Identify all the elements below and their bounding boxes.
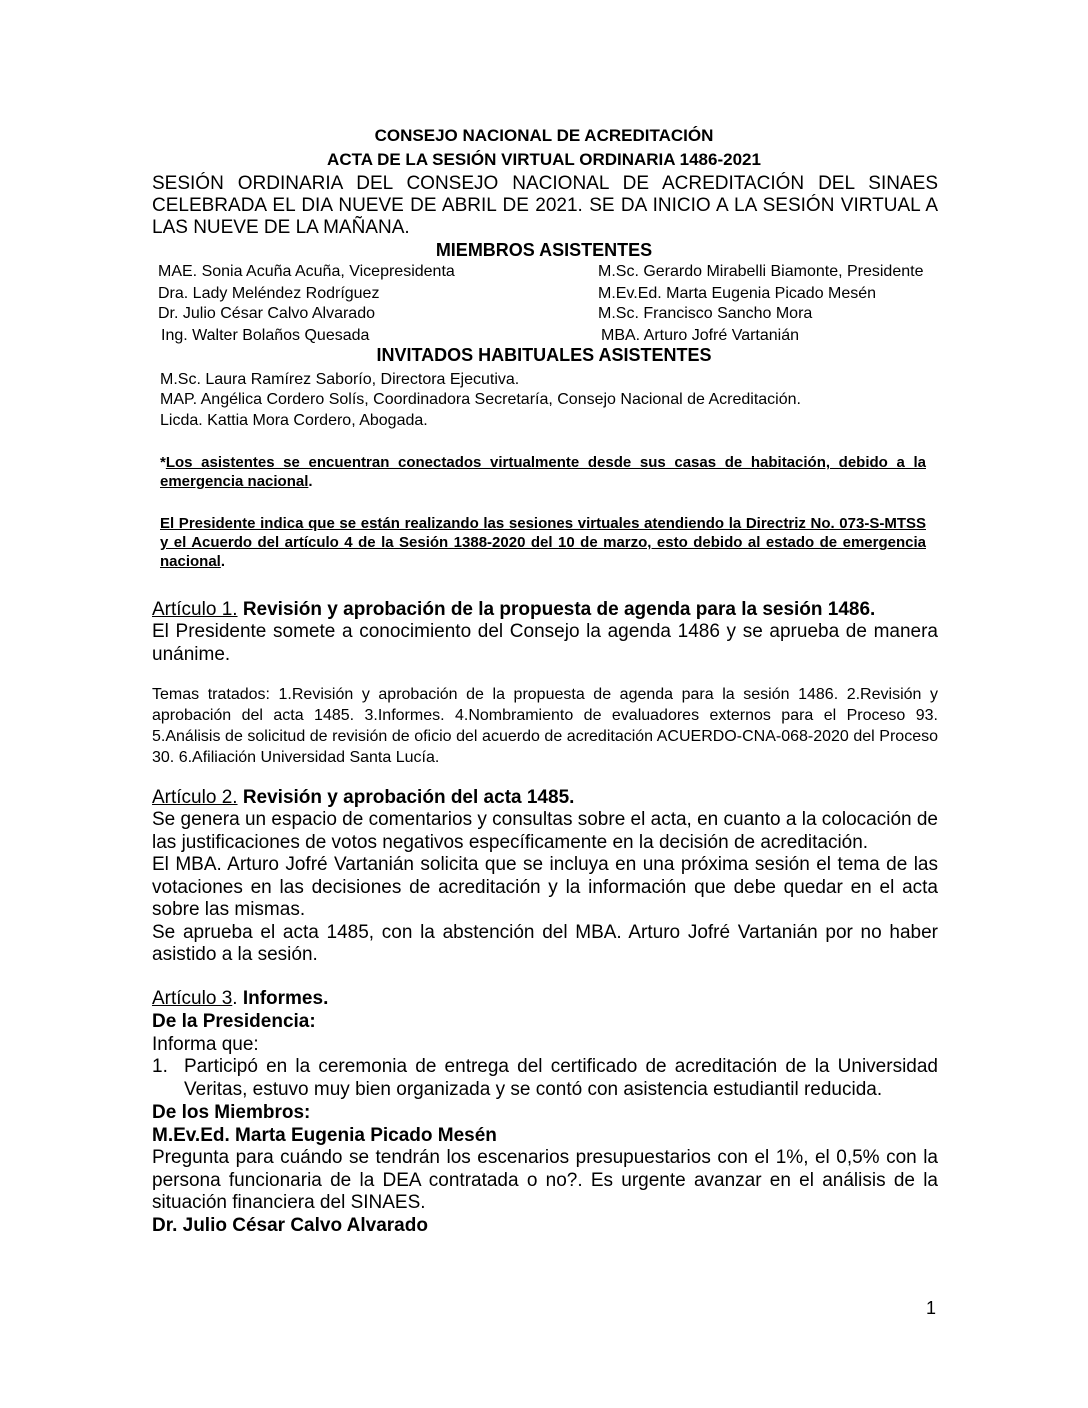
- notice-text: Los asistentes se encuentran conectados virtualmente desde sus casas de habitación, debido a la emergencia nacional: [160, 454, 926, 490]
- guest-3: Licda. Kattia Mora Cordero, Abogada.: [160, 412, 428, 429]
- member-left-4: Ing. Walter Bolaños Quesada: [161, 327, 370, 344]
- presidency-heading: De la Presidencia:: [152, 1011, 316, 1032]
- article-2-title: Revisión y aprobación del acta 1485.: [242, 787, 575, 808]
- article-2-paragraph: Se aprueba el acta 1485, con la abstención del MBA. Arturo Jofré Vartanián por no haber asistido a la sesión.: [152, 921, 938, 965]
- article-1-body: El Presidente somete a conocimiento del Consejo la agenda 1486 y se aprueba de manera unánime.: [152, 621, 938, 665]
- article-2-paragraph: Se genera un espacio de comentarios y consultas sobre el acta, en cuanto a la colocación de las justificaciones de votos negativos específicamente en la decisión de acreditación.: [152, 809, 938, 853]
- article-2-body: [152, 809, 938, 967]
- article-1-topics: Temas tratados: 1.Revisión y aprobación de la propuesta de agenda para la sesión 1486. 2.Revisión y aprobación del acta 1485. 3.Informes. 4.Nombramiento de evaluadores externos para el Proceso 93. 5.Análisis de solicitud de revisión de oficio del acuerdo de acreditación ACUERDO-CNA-068-2020 del Proceso 30. 6.Afiliación Universidad Santa Lucía.: [152, 686, 938, 766]
- member-right-2: M.Ev.Ed. Marta Eugenia Picado Mesén: [598, 285, 877, 302]
- member-right-3: M.Sc. Francisco Sancho Mora: [598, 305, 813, 322]
- article-1-label: Artículo 1.: [152, 599, 238, 620]
- page-number: 1: [926, 1298, 937, 1318]
- article-3-label: Artículo 3: [152, 988, 233, 1009]
- article-3-title: Informes.: [242, 988, 329, 1009]
- guest-2: MAP. Angélica Cordero Solís, Coordinadora Secretaría, Consejo Nacional de Acreditación.: [160, 391, 801, 408]
- directive-period: .: [220, 553, 226, 570]
- article-1-title: Revisión y aprobación de la propuesta de agenda para la sesión 1486.: [242, 599, 876, 620]
- guest-1: M.Sc. Laura Ramírez Saborío, Directora Ejecutiva.: [160, 371, 520, 388]
- directive-notice: [160, 514, 926, 571]
- article-2-paragraph: El MBA. Arturo Jofré Vartanián solicita que se incluya en una próxima sesión el tema de las votaciones en las decisiones de acreditación y la información que debe quedar en el acta sobre las mismas.: [152, 854, 938, 920]
- members-heading: MIEMBROS ASISTENTES: [435, 240, 653, 260]
- guests-heading: INVITADOS HABITUALES ASISTENTES: [376, 345, 712, 365]
- notice-asterisk: *: [160, 454, 166, 471]
- article-1-heading: [152, 599, 875, 621]
- member-left-3: Dr. Julio César Calvo Alvarado: [158, 305, 375, 322]
- article-2-heading: [152, 787, 574, 809]
- member-left-2: Dra. Lady Meléndez Rodríguez: [158, 285, 380, 302]
- member-report-text-1: Pregunta para cuándo se tendrán los escenarios presupuestarios con el 1%, el 0,5% con la persona funcionaria de la DEA contratada o no?. Es urgente avanzar en el análisis de la situación financiera del SINAES.: [152, 1147, 938, 1213]
- member-report-name-1: M.Ev.Ed. Marta Eugenia Picado Mesén: [152, 1125, 497, 1146]
- members-reports-heading: De los Miembros:: [152, 1102, 311, 1123]
- member-report-name-2: Dr. Julio César Calvo Alvarado: [152, 1215, 428, 1236]
- list-text: Participó en la ceremonia de entrega del certificado de acreditación de la Universidad Veritas, estuvo muy bien organizada y se contó con asistencia estudiantil reducida.: [184, 1056, 938, 1100]
- member-left-1: MAE. Sonia Acuña Acuña, Vicepresidenta: [158, 263, 455, 280]
- member-right-4: MBA. Arturo Jofré Vartanián: [601, 327, 800, 344]
- article-3-dot: .: [232, 988, 238, 1009]
- informs-label: Informa que:: [152, 1034, 259, 1055]
- directive-text: El Presidente indica que se están realizando las sesiones virtuales atendiendo la Directriz No. 073-S-MTSS y el Acuerdo del artículo 4 de la Sesión 1388-2020 del 10 de marzo, esto debido al estado de emergencia nacional: [160, 515, 926, 570]
- virtual-attendance-notice: [160, 453, 926, 491]
- presidency-item-1: [152, 1056, 938, 1101]
- session-title: ACTA DE LA SESIÓN VIRTUAL ORDINARIA 1486-2021: [327, 150, 761, 169]
- council-title: CONSEJO NACIONAL DE ACREDITACIÓN: [374, 126, 714, 145]
- notice-period: .: [308, 473, 313, 490]
- member-right-1: M.Sc. Gerardo Mirabelli Biamonte, Presidente: [598, 263, 924, 280]
- list-number: 1.: [152, 1056, 168, 1077]
- session-intro: SESIÓN ORDINARIA DEL CONSEJO NACIONAL DE ACREDITACIÓN DEL SINAES CELEBRADA EL DIA NUEVE DE ABRIL DE 2021. SE DA INICIO A LA SESIÓN VIRTUAL A LAS NUEVE DE LA MAÑANA.: [152, 173, 938, 238]
- article-2-label: Artículo 2.: [152, 787, 238, 808]
- article-3-heading: [152, 988, 328, 1010]
